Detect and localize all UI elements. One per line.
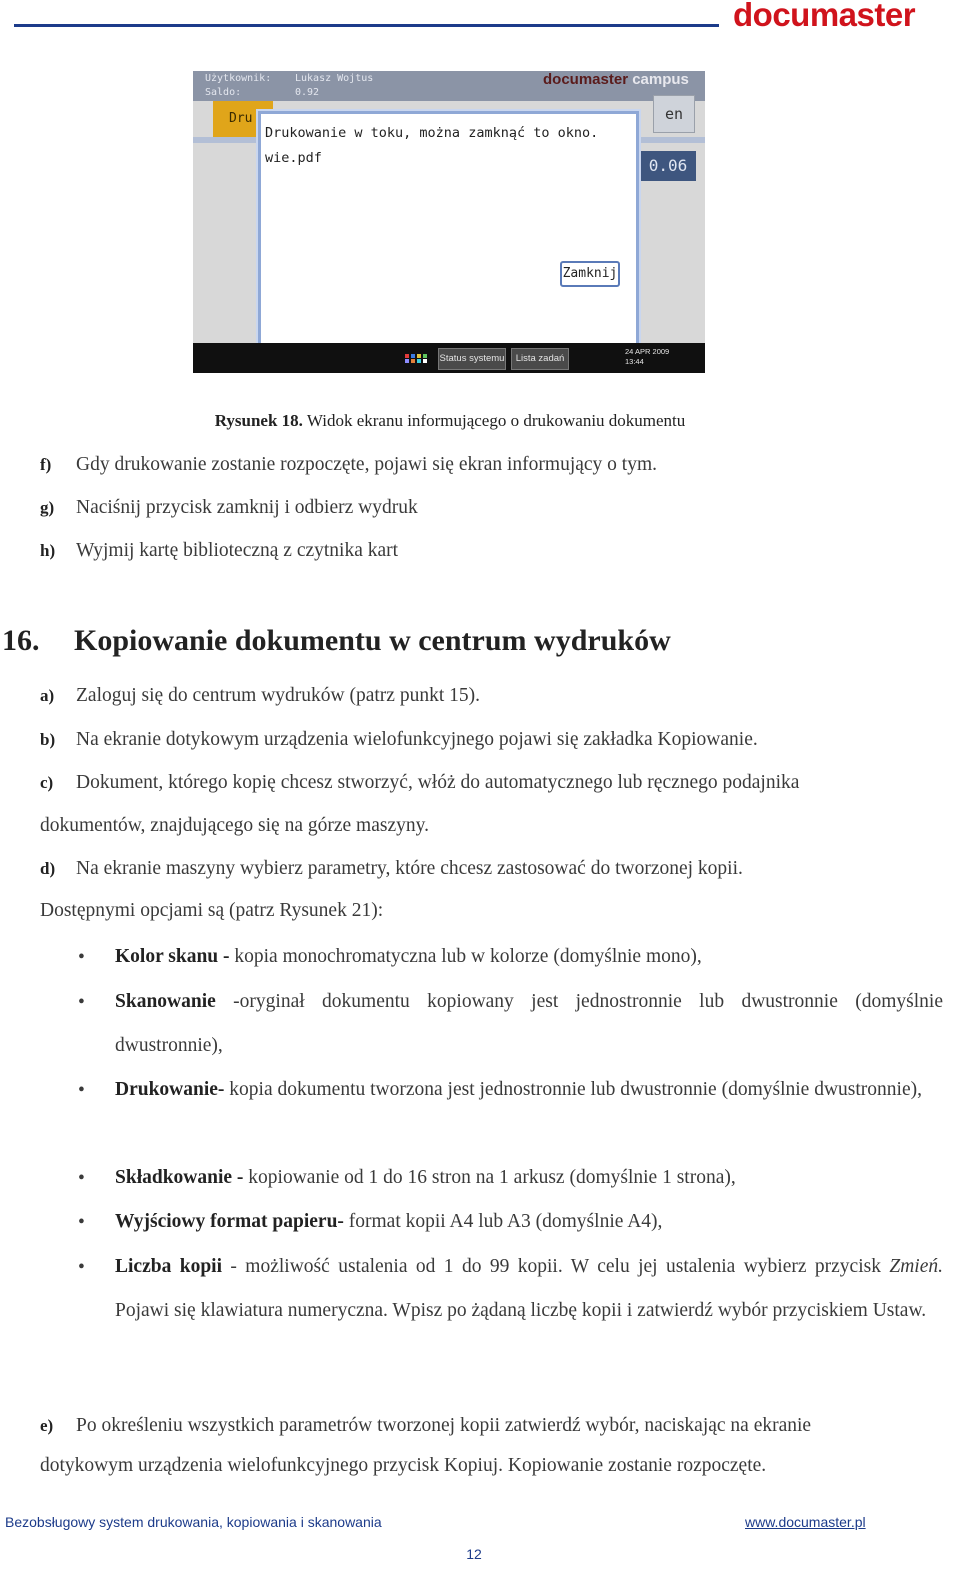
step-label: h) bbox=[40, 541, 56, 560]
screen-brand-name: documaster bbox=[543, 71, 629, 88]
option-name: Kolor skanu - bbox=[115, 946, 230, 967]
step-text: Naciśnij przycisk zamknij i odbierz wydruk bbox=[76, 497, 418, 518]
screen-top-bar bbox=[193, 71, 705, 101]
step-a bbox=[40, 685, 480, 707]
step-c-continued bbox=[40, 815, 429, 837]
step-label: f) bbox=[40, 455, 52, 474]
step-text: dokumentów, znajdującego się na górze maszyny. bbox=[40, 815, 429, 836]
screen-user-value: Lukasz Wojtus bbox=[295, 73, 374, 84]
step-text: Gdy drukowanie zostanie rozpoczęte, pojawi się ekran informujący o tym. bbox=[76, 454, 658, 475]
step-label: d) bbox=[40, 859, 56, 878]
option-paper-format bbox=[115, 1200, 943, 1244]
figure-caption bbox=[0, 411, 900, 431]
option-description: kopia monochromatyczna lub w kolorze (domyślnie mono), bbox=[229, 946, 702, 967]
option-name: Wyjściowy format papieru- bbox=[115, 1211, 344, 1232]
header-rule bbox=[14, 24, 719, 27]
step-label: a) bbox=[40, 686, 55, 705]
bullet-marker: • bbox=[78, 1212, 85, 1233]
screen-status-dots-icon bbox=[405, 352, 433, 364]
step-text: Na ekranie maszyny wybierz parametry, które chcesz zastosować do tworzonej kopii. bbox=[76, 858, 743, 879]
screen-close-button: Zamknij bbox=[560, 261, 620, 287]
step-f bbox=[40, 454, 657, 476]
logo-part-docu: docu bbox=[733, 0, 810, 33]
screen-balance-label: Saldo: bbox=[205, 87, 242, 98]
option-button-name: Zmień. bbox=[889, 1256, 943, 1277]
step-label: g) bbox=[40, 498, 55, 517]
option-description: kopia dokumentu tworzona jest jednostronnie lub dwustronnie (domyślnie dwustronnie), bbox=[224, 1079, 922, 1100]
bullet-marker: • bbox=[78, 992, 85, 1013]
screen-user-values bbox=[295, 72, 373, 100]
option-description: -oryginał dokumentu kopiowany jest jednostronnie lub dwustronnie (domyślnie dwustronnie), bbox=[115, 991, 943, 1056]
step-label: e) bbox=[40, 1416, 54, 1435]
step-g bbox=[40, 497, 418, 519]
option-description: kopiowanie od 1 do 16 stron na 1 arkusz (domyślnie 1 strona), bbox=[243, 1167, 736, 1188]
option-scanning bbox=[115, 980, 943, 1068]
step-text: Dokument, którego kopię chcesz stworzyć, włóż do automatycznego lub ręcznego podajnika bbox=[76, 772, 800, 793]
logo-part-master: master bbox=[809, 0, 916, 33]
option-nup bbox=[115, 1156, 943, 1200]
bullet-marker: • bbox=[78, 1080, 85, 1101]
option-name: Liczba kopii bbox=[115, 1256, 223, 1277]
screen-datetime bbox=[625, 347, 669, 367]
step-text: Dostępnymi opcjami są (patrz Rysunek 21): bbox=[40, 900, 384, 921]
step-text: dotykowym urządzenia wielofunkcyjnego przycisk Kopiuj. Kopiowanie zostanie rozpoczęte. bbox=[40, 1455, 767, 1476]
section-number: 16. bbox=[2, 624, 40, 657]
screen-user-labels bbox=[205, 72, 271, 100]
step-c bbox=[40, 772, 799, 794]
documaster-logo bbox=[733, 0, 915, 34]
screen-language-button: en bbox=[653, 95, 695, 133]
screen-dialog-line1: Drukowanie w toku, można zamknąć to okno. bbox=[265, 125, 599, 141]
footer-website-link[interactable]: www.documaster.pl bbox=[745, 1514, 866, 1530]
option-description-end: Pojawi się klawiatura numeryczna. Wpisz po żądaną liczbę kopii i zatwierdź wybór przyciskiem Ustaw. bbox=[115, 1300, 927, 1321]
screen-brand bbox=[543, 71, 689, 88]
option-printing bbox=[115, 1068, 943, 1112]
bullet-marker: • bbox=[78, 947, 85, 968]
step-text: Zaloguj się do centrum wydruków (patrz punkt 15). bbox=[76, 685, 480, 706]
section-title: Kopiowanie dokumentu w centrum wydruków bbox=[74, 624, 671, 657]
footer-title: Bezobsługowy system drukowania, kopiowania i skanowania bbox=[5, 1514, 382, 1530]
option-copy-count bbox=[115, 1245, 943, 1333]
option-description: format kopii A4 lub A3 (domyślnie A4), bbox=[343, 1211, 663, 1232]
screen-jobs-button: Lista zadań bbox=[511, 348, 569, 370]
screen-amount: 0.06 bbox=[640, 151, 696, 181]
screen-status-button: Status systemu bbox=[438, 348, 506, 370]
step-label: b) bbox=[40, 730, 56, 749]
screen-print-tab-label: Dru bbox=[229, 111, 253, 126]
step-text: Wyjmij kartę biblioteczną z czytnika kart bbox=[76, 540, 399, 561]
screen-time: 13:44 bbox=[625, 357, 644, 366]
screen-date: 24 APR 2009 bbox=[625, 347, 670, 356]
screen-dialog-message bbox=[265, 121, 598, 171]
step-e-continued bbox=[40, 1455, 766, 1477]
option-name: Składkowanie - bbox=[115, 1167, 244, 1188]
figure-caption-number: Rysunek 18. bbox=[214, 411, 303, 430]
page-number: 12 bbox=[466, 1546, 482, 1562]
section-heading bbox=[2, 624, 671, 658]
step-text: Na ekranie dotykowym urządzenia wielofunkcyjnego pojawi się zakładka Kopiowanie. bbox=[76, 729, 758, 750]
screen-dialog-filename: wie.pdf bbox=[265, 150, 322, 166]
screen-balance-value: 0.92 bbox=[295, 87, 320, 98]
step-e bbox=[40, 1415, 811, 1437]
option-description: - możliwość ustalenia od 1 do 99 kopii. W celu jej ustalenia wybierz przycisk bbox=[222, 1256, 890, 1277]
option-name: Drukowanie- bbox=[115, 1079, 225, 1100]
step-label: c) bbox=[40, 773, 54, 792]
step-h bbox=[40, 540, 398, 562]
step-text: Po określeniu wszystkich parametrów tworzonej kopii zatwierdź wybór, naciskając na ekranie bbox=[76, 1415, 812, 1436]
screen-brand-campus: campus bbox=[632, 71, 689, 88]
figure-screenshot bbox=[193, 71, 705, 373]
step-b bbox=[40, 729, 758, 751]
figure-caption-text: Widok ekranu informującego o drukowaniu dokumentu bbox=[302, 411, 686, 430]
option-name: Skanowanie bbox=[115, 991, 216, 1012]
bullet-marker: • bbox=[78, 1168, 85, 1189]
option-color bbox=[115, 935, 943, 979]
bullet-marker: • bbox=[78, 1257, 85, 1278]
step-d bbox=[40, 858, 743, 880]
screen-user-label: Użytkownik: bbox=[205, 73, 272, 84]
options-intro bbox=[40, 900, 383, 922]
